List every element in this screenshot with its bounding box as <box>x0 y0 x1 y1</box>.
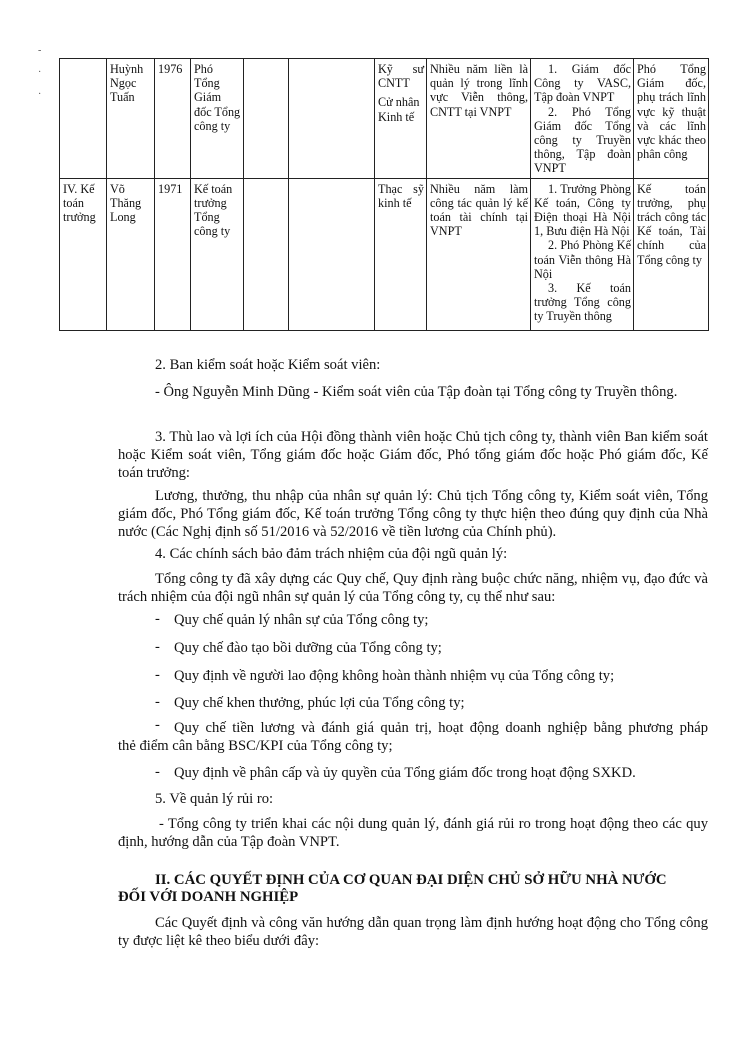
birth-year-cell: 1971 <box>155 178 191 330</box>
responsibility-cell: Kế toán trưởng, phụ trách công tác Kế toán, Tài chính của Tổng công ty <box>634 178 709 330</box>
empty-cell <box>289 178 375 330</box>
section-heading: II. CÁC QUYẾT ĐỊNH CỦA CƠ QUAN ĐẠI DIỆN CHỦ SỞ HỮU NHÀ NƯỚC <box>155 872 667 888</box>
section-2-title: 2. Ban kiểm soát hoặc Kiểm soát viên: <box>155 357 381 373</box>
empty-cell <box>244 178 289 330</box>
management-table <box>59 58 709 331</box>
title-cell: Kế toán trưởng Tổng công ty <box>191 178 244 330</box>
experience-cell: Nhiều năm làm công tác quản lý kế toán tài chính tại VNPT <box>427 178 531 330</box>
section-4-title: 4. Các chính sách bảo đảm trách nhiệm của đội ngũ quản lý: <box>155 546 508 562</box>
name-cell: Võ Thăng Long <box>107 178 155 330</box>
section-5-body: - Tổng công ty triển khai các nội dung quản lý, đánh giá rủi ro trong hoạt động theo các quy định, hướng dẫn của Tập đoàn VNPT. <box>118 816 708 851</box>
section-4-body: Tổng công ty đã xây dựng các Quy chế, Quy định ràng buộc chức năng, nhiệm vụ, đạo đức và trách nhiệm của đội ngũ nhân sự quản lý của Tổng công ty, cụ thể như sau: <box>118 571 708 606</box>
section-3-body: Lương, thưởng, thu nhập của nhân sự quản lý: Chủ tịch Tổng công ty, Kiểm soát viên, Tổng giám đốc, Phó Tổng giám đốc, Kế toán trưởng Tổng công ty thực hiện theo đúng quy định của Nhà nước (Các Nghị định số 51/2016 và 52/2016 về tiền lương của Chính phủ). <box>118 488 708 541</box>
title-cell: Phó Tổng Giám đốc Tổng công ty <box>191 59 244 179</box>
table-row <box>60 178 709 330</box>
history-cell: 1. Trưởng Phòng Kế toán, Công ty Điện thoại Hà Nội 1, Bưu điện Hà Nội 2. Phó Phòng Kế toán Viễn thông Hà Nội 3. Kế toán trưởng Tổng công ty Truyền thông <box>531 178 634 330</box>
position-cell <box>60 59 107 179</box>
qualification-cell: Kỹ sư CNTT Cử nhân Kinh tế <box>375 59 427 179</box>
empty-cell <box>289 59 375 179</box>
empty-cell <box>244 59 289 179</box>
responsibility-cell: Phó Tổng Giám đốc, phụ trách lĩnh vực kỹ thuật và các lĩnh vực khác theo phân công <box>634 59 709 179</box>
qualification-cell: Thạc sỹ kinh tế <box>375 178 427 330</box>
history-cell: 1. Giám đốc Công ty VASC, Tập đoàn VNPT 2. Phó Tổng Giám đốc Tổng công ty Truyền thông, Tập đoàn VNPT <box>531 59 634 179</box>
section-3-title: 3. Thù lao và lợi ích của Hội đồng thành viên hoặc Chủ tịch công ty, thành viên Ban kiểm soát hoặc Kiểm soát viên, Tổng giám đốc hoặc Giám đốc, Phó tổng giám đốc hoặc Phó giám đốc, Kế toán trưởng: <box>118 429 708 482</box>
closing-paragraph: Các Quyết định và công văn hướng dẫn quan trọng làm định hướng hoạt động cho Tổng công ty được liệt kê theo biểu dưới đây: <box>118 915 708 950</box>
section-5-title: 5. Về quản lý rủi ro: <box>155 791 274 807</box>
table-row <box>60 59 709 179</box>
document-page: - · · Huỳnh Ngọc Tuấn 1976 Phó Tổng Giám đốc Tổng công ty Kỹ sư CNTT Cử nhân Kinh tế Nhiều năm liền là quản lý trong lĩnh vực Viễn thông, CNTT tại VNPT 1. Giám đốc Công ty VASC, Tập đoàn VNPT 2. Phó Tổng Giám đốc Tổng công ty Truyền thông, Tập đoàn VNPT Phó Tổng Giám đốc, phụ trách lĩnh vực kỹ thuật và các lĩnh vực khác theo phân công IV. Kế toán trưởng Võ Thăng Long 1971 Kế toán trưởng Tổng công ty Thạc sỹ kinh tế Nhiều năm làm công tác quản lý kế toán tài chính tại VNPT 1. Trưởng Phòng Kế toán, Công ty Điện thoại Hà Nội 1, Bưu điện Hà Nội 2. Phó Phòng Kế toán Viễn thông Hà Nội 3. Kế toán trưởng Tổng công ty Truyền thông Kế toán trưởng, phụ trách công tác Kế toán, Tài chính của Tổng công ty 2. Ban kiểm soát hoặc Kiểm soát viên: - Ông Nguyễn Minh Dũng - Kiểm soát viên của Tập đoàn tại Tổng công ty Truyền thông. 3. Thù lao và lợi ích của Hội đồng thành viên hoặc Chủ tịch công ty, thành viên Ban kiểm soát hoặc Kiểm soát viên, Tổng giám đốc hoặc Giám đốc, Phó tổng giám đốc hoặc Phó giám đốc, Kế toán trưởng: Lương, thưởng, thu nhập của nhân sự quản lý: Chủ tịch Tổng công ty, Kiểm soát viên, Tổng giám đốc, Phó Tổng giám đốc, Kế toán trưởng Tổng công ty thực hiện theo đúng quy định của Nhà nước (Các Nghị định số 51/2016 và 52/2016 về tiền lương của Chính phủ). 4. Các chính sách bảo đảm trách nhiệm của đội ngũ quản lý: Tổng công ty đã xây dựng các Quy chế, Quy định ràng buộc chức năng, nhiệm vụ, đạo đức và trách nhiệm của đội ngũ nhân sự quản lý của Tổng công ty, cụ thể như sau: - Quy chế quản lý nhân sự của Tổng công ty; - Quy chế đào tạo bồi dưỡng của Tổng công ty; - Quy định về người lao động không hoàn thành nhiệm vụ của Tổng công ty; - Quy chế khen thưởng, phúc lợi của Tổng công ty; - Quy chế tiền lương và đánh giá quản trị, hoạt động doanh nghiệp bằng phương pháp thẻ điểm cân bằng BSC/KPI của Tổng công ty; - Quy định về phân cấp và ủy quyền của Tổng giám đốc trong hoạt động SXKD. 5. Về quản lý rủi ro: - Tổng công ty triển khai các nội dung quản lý, đánh giá rủi ro trong hoạt động theo các quy định, hướng dẫn của Tập đoàn VNPT. II. CÁC QUYẾT ĐỊNH CỦA CƠ QUAN ĐẠI DIỆN CHỦ SỞ HỮU NHÀ NƯỚC ĐỐI VỚI DOANH NGHIỆP Các Quyết định và công văn hướng dẫn quan trọng làm định hướng hoạt động cho Tổng công ty được liệt kê theo biểu dưới đây: <box>0 0 750 1061</box>
position-cell: IV. Kế toán trưởng <box>60 178 107 330</box>
birth-year-cell: 1976 <box>155 59 191 179</box>
experience-cell: Nhiều năm liền là quản lý trong lĩnh vực Viễn thông, CNTT tại VNPT <box>427 59 531 179</box>
margin-marks: - · · <box>38 45 42 100</box>
section-heading-cont: ĐỐI VỚI DOANH NGHIỆP <box>118 889 299 905</box>
section-2-body: - Ông Nguyễn Minh Dũng - Kiểm soát viên của Tập đoàn tại Tổng công ty Truyền thông. <box>155 384 678 400</box>
name-cell: Huỳnh Ngọc Tuấn <box>107 59 155 179</box>
